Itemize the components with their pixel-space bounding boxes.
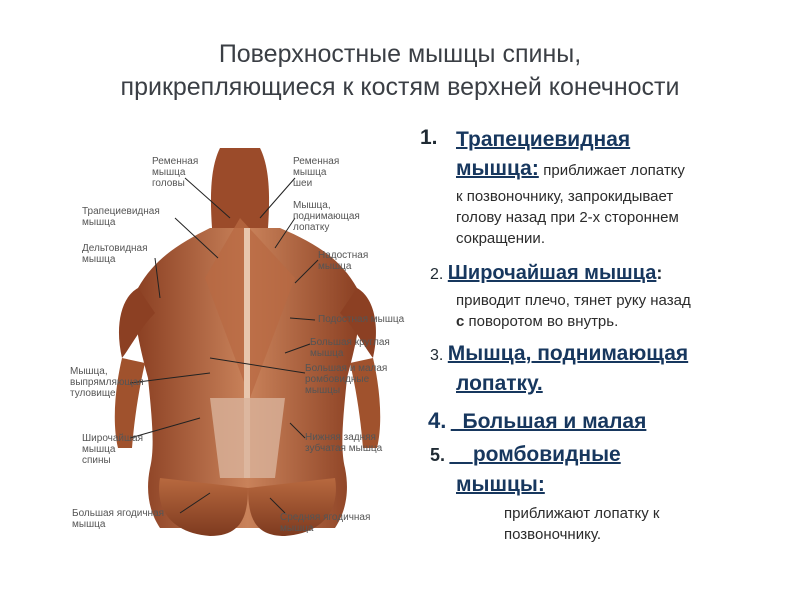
- title-line-1: Поверхностные мышцы спины,: [218, 40, 582, 68]
- item-5-desc-2: позвоночнику.: [504, 526, 601, 543]
- label-teres-major: Большая круглая мышца: [310, 337, 390, 359]
- item-5-desc: [504, 503, 784, 545]
- item-4-heading: _Большая и малая: [450, 410, 647, 433]
- list-number-1: 1.: [420, 126, 438, 149]
- list-number-4: 4.: [428, 408, 447, 433]
- item-1-heading-line1: Трапециевидная: [456, 128, 631, 151]
- label-deltoid: Дельтовидная мышца: [82, 243, 148, 265]
- item-1-desc-inline: приближает лопатку: [543, 162, 685, 179]
- list-number-3: 3.: [430, 347, 444, 364]
- item-2-desc: [456, 290, 786, 332]
- item-5-heading-line1: __ромбовидные: [449, 443, 621, 466]
- label-splenius-capitis: Ременная мышца головы: [152, 156, 199, 189]
- item-1-desc-2: голову назад при 2-х стороннем: [456, 209, 679, 226]
- label-splenius-cervicis: Ременная мышца шеи: [293, 156, 340, 189]
- label-serratus-posterior: Нижняя задняя зубчатая мышца: [305, 432, 383, 454]
- list-item-2: [430, 262, 790, 285]
- list-item-5: [430, 443, 790, 467]
- label-infraspinatus: Подостная мышца: [318, 314, 405, 325]
- label-rhomboid: Большая и малая ромбовидные мышцы: [305, 363, 388, 396]
- list-number-5: 5.: [430, 445, 446, 465]
- label-gluteus-medius: Средняя ягодичная мышца: [280, 512, 371, 534]
- item-5-desc-1: приближают лопатку к: [504, 505, 660, 522]
- item-2-desc-2-bold: с: [456, 313, 465, 330]
- label-supraspinatus: Надостная мышца: [318, 250, 369, 272]
- item-1-desc-1: к позвоночнику, запрокидывает: [456, 188, 674, 205]
- list-item-1: [456, 126, 776, 249]
- item-1-desc-3: сокращении.: [456, 230, 545, 247]
- label-erector-spinae: Мышца, выпрямляющая туловище: [70, 366, 144, 399]
- label-gluteus-maximus: Большая ягодичная мышца: [72, 508, 165, 530]
- item-2-colon: :: [656, 263, 663, 283]
- item-2-heading: Широчайшая мышца: [447, 262, 657, 284]
- label-trapezius: Трапециевидная мышца: [82, 206, 160, 228]
- list-number-2: 2.: [430, 266, 444, 283]
- list-item-3: [430, 342, 790, 366]
- list-item-4: [428, 408, 788, 434]
- item-2-desc-2-rest: поворотом во внутрь.: [468, 313, 619, 330]
- item-1-heading-line2: мышца:: [456, 157, 539, 180]
- item-3-heading-line2: лопатку.: [456, 372, 543, 395]
- label-levator-scapulae: Мышца, поднимающая лопатку: [293, 200, 360, 233]
- item-3-heading-line1: Мышца, поднимающая: [447, 342, 689, 365]
- item-5-heading-line2: мышцы:: [456, 473, 545, 496]
- item-2-desc-1: приводит плечо, тянет руку назад: [456, 292, 691, 309]
- title-line-2: прикрепляющиеся к костям верхней конечности: [120, 73, 680, 101]
- label-latissimus: Широчайшая мышца спины: [82, 433, 144, 466]
